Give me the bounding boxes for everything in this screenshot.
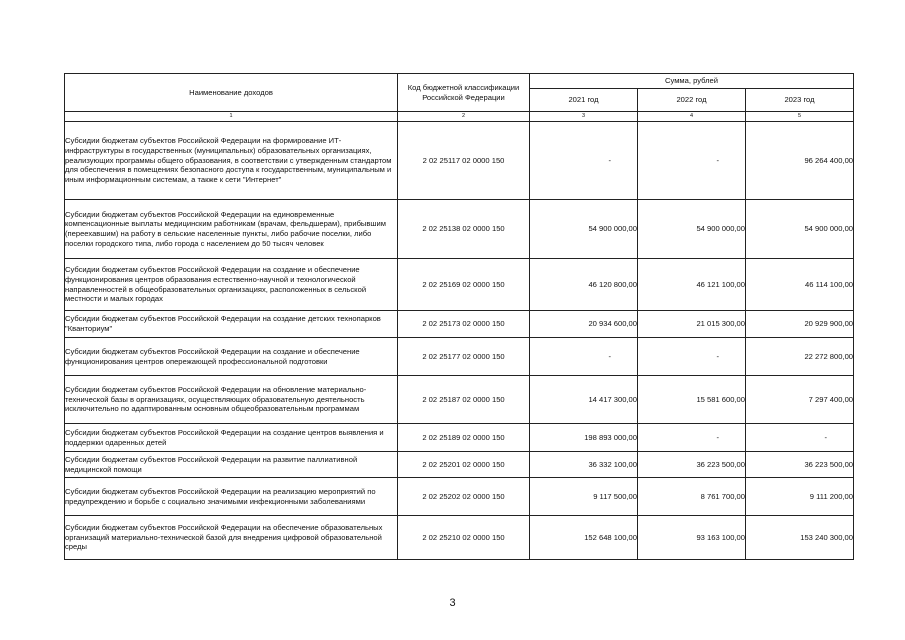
row-code: 2 02 25177 02 0000 150 — [398, 338, 530, 376]
amount-2023: 36 223 500,00 — [746, 452, 854, 478]
amount-2021: 14 417 300,00 — [530, 376, 638, 424]
amount-2023: 54 900 000,00 — [746, 200, 854, 259]
header-code: Код бюджетной классификации Российской Федерации — [398, 74, 530, 112]
amount-2022: 93 163 100,00 — [638, 516, 746, 560]
row-name: Субсидии бюджетам субъектов Российской Федерации на создание центров выявления и поддержки одаренных детей — [65, 424, 398, 452]
table-row — [65, 478, 854, 516]
amount-2021: 54 900 000,00 — [530, 200, 638, 259]
amount-2021: - — [530, 338, 638, 376]
row-name: Субсидии бюджетам субъектов Российской Федерации на развитие паллиативной медицинской помощи — [65, 452, 398, 478]
row-name: Субсидии бюджетам субъектов Российской Федерации на реализацию мероприятий по предупреждению и борьбе с социально значимыми инфекционными заболеваниями — [65, 478, 398, 516]
amount-2022: - — [638, 122, 746, 200]
row-name: Субсидии бюджетам субъектов Российской Федерации на создание и обеспечение функционирования центров образования естественно-научной и технологической направленностей в общеобразовательных организациях, расположенных в сельской местности и малых городах — [65, 259, 398, 311]
row-name: Субсидии бюджетам субъектов Российской Федерации на создание и обеспечение функционирования центров опережающей профессиональной подготовки — [65, 338, 398, 376]
column-number: 1 — [65, 112, 398, 122]
page-number: 3 — [449, 597, 456, 609]
table-row — [65, 259, 854, 311]
table-row — [65, 311, 854, 338]
amount-2021: - — [530, 122, 638, 200]
amount-2023: 22 272 800,00 — [746, 338, 854, 376]
amount-2023: 7 297 400,00 — [746, 376, 854, 424]
amount-2021: 152 648 100,00 — [530, 516, 638, 560]
row-code: 2 02 25189 02 0000 150 — [398, 424, 530, 452]
table-row — [65, 376, 854, 424]
row-code: 2 02 25169 02 0000 150 — [398, 259, 530, 311]
amount-2021: 46 120 800,00 — [530, 259, 638, 311]
column-number: 5 — [746, 112, 854, 122]
amount-2022: 8 761 700,00 — [638, 478, 746, 516]
table-row — [65, 516, 854, 560]
amount-2021: 20 934 600,00 — [530, 311, 638, 338]
column-number: 3 — [530, 112, 638, 122]
amount-2023: 153 240 300,00 — [746, 516, 854, 560]
header-year-2021: 2021 год — [530, 89, 638, 112]
row-code: 2 02 25201 02 0000 150 — [398, 452, 530, 478]
table-row — [65, 122, 854, 200]
amount-2022: 36 223 500,00 — [638, 452, 746, 478]
row-name: Субсидии бюджетам субъектов Российской Федерации на формирование ИТ-инфраструктуры в государственных (муниципальных) образовательных организациях, реализующих программы общего образования, в соответствии с утвержденным стандартом для обеспечения в помещениях безопасного доступа к государственным, муниципальным и иным информационным системам, а также к сети "Интернет" — [65, 122, 398, 200]
amount-2022: 46 121 100,00 — [638, 259, 746, 311]
amount-2023: 96 264 400,00 — [746, 122, 854, 200]
row-code: 2 02 25138 02 0000 150 — [398, 200, 530, 259]
amount-2021: 9 117 500,00 — [530, 478, 638, 516]
amount-2023: - — [746, 424, 854, 452]
row-name: Субсидии бюджетам субъектов Российской Федерации на обновление материально-технической базы в организациях, осуществляющих образовательную деятельность исключительно по адаптированным основным общеобразовательным программам — [65, 376, 398, 424]
column-number: 4 — [638, 112, 746, 122]
row-name: Субсидии бюджетам субъектов Российской Федерации на создание детских технопарков "Кванториум" — [65, 311, 398, 338]
amount-2021: 198 893 000,00 — [530, 424, 638, 452]
row-code: 2 02 25202 02 0000 150 — [398, 478, 530, 516]
row-code: 2 02 25117 02 0000 150 — [398, 122, 530, 200]
column-number: 2 — [398, 112, 530, 122]
amount-2022: 21 015 300,00 — [638, 311, 746, 338]
table-row — [65, 452, 854, 478]
amount-2022: - — [638, 424, 746, 452]
table-row — [65, 424, 854, 452]
header-year-2022: 2022 год — [638, 89, 746, 112]
header-sum: Сумма, рублей — [530, 74, 854, 89]
amount-2023: 9 111 200,00 — [746, 478, 854, 516]
row-code: 2 02 25173 02 0000 150 — [398, 311, 530, 338]
table-row — [65, 200, 854, 259]
amount-2022: - — [638, 338, 746, 376]
amount-2023: 20 929 900,00 — [746, 311, 854, 338]
header-year-2023: 2023 год — [746, 89, 854, 112]
row-code: 2 02 25210 02 0000 150 — [398, 516, 530, 560]
revenue-table — [64, 73, 854, 560]
amount-2022: 15 581 600,00 — [638, 376, 746, 424]
amount-2021: 36 332 100,00 — [530, 452, 638, 478]
row-name: Субсидии бюджетам субъектов Российской Федерации на обеспечение образовательных организаций материально-технической базой для внедрения цифровой образовательной среды — [65, 516, 398, 560]
table-row — [65, 338, 854, 376]
row-name: Субсидии бюджетам субъектов Российской Федерации на единовременные компенсационные выплаты медицинским работникам (врачам, фельдшерам), прибывшим (переехавшим) на работу в сельские населенные пункты, либо рабочие поселки, либо поселки городского типа, либо города с населением до 50 тысяч человек — [65, 200, 398, 259]
row-code: 2 02 25187 02 0000 150 — [398, 376, 530, 424]
header-name: Наименование доходов — [65, 74, 398, 112]
amount-2022: 54 900 000,00 — [638, 200, 746, 259]
amount-2023: 46 114 100,00 — [746, 259, 854, 311]
